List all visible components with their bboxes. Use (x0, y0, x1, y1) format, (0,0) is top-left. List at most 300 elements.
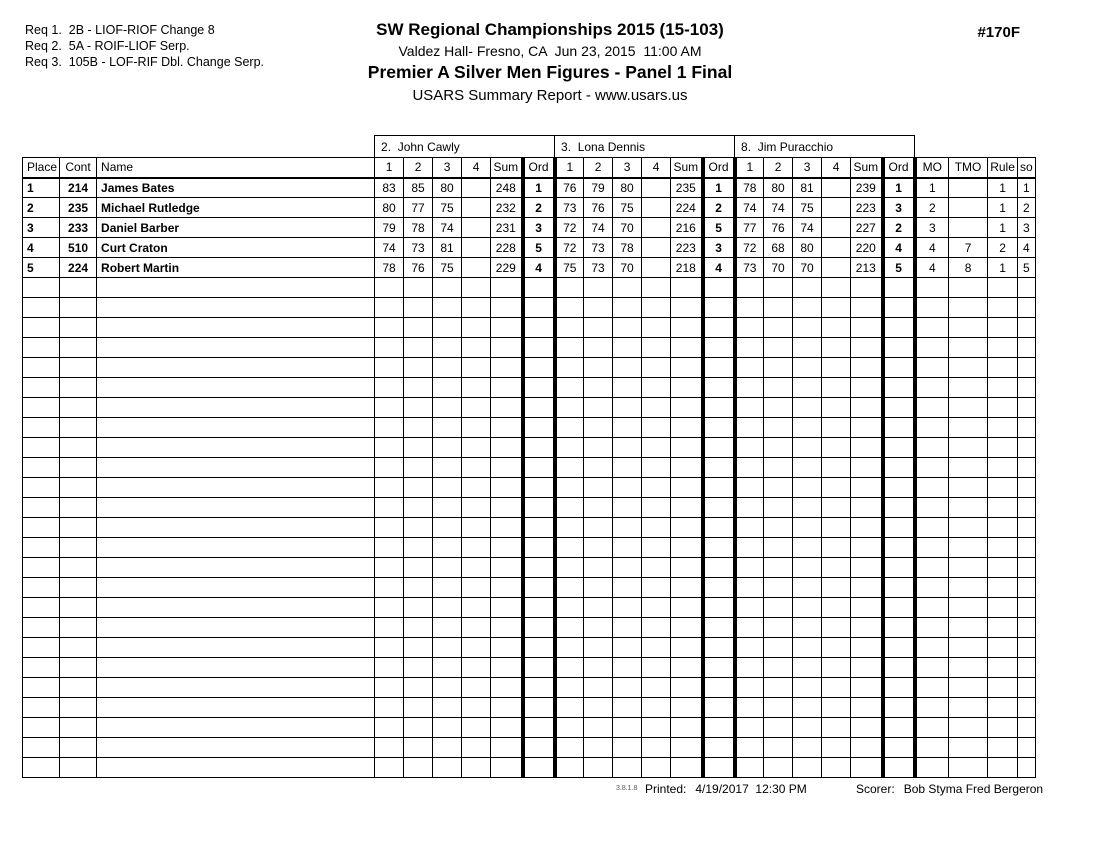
judge3-cell (793, 458, 822, 478)
judge2-cell (584, 518, 613, 538)
skater-name-cell (97, 698, 375, 718)
header-judge3-4: 4 (822, 158, 851, 178)
judge2-cell (642, 558, 671, 578)
rule-cell (988, 338, 1018, 358)
mo-cell (915, 618, 949, 638)
judge1-ord-cell: 2 (523, 198, 555, 218)
judge3-cell (851, 538, 883, 558)
scorer-label: Scorer: (856, 782, 895, 796)
tmo-cell (949, 678, 988, 698)
judge1-sum-cell: 229 (491, 258, 523, 278)
judge1-cell (404, 338, 433, 358)
judge1-cell (523, 398, 555, 418)
judge3-fig1-cell: 78 (735, 178, 764, 198)
judge3-cell (735, 458, 764, 478)
judge2-cell (703, 558, 735, 578)
judge2-cell (555, 738, 584, 758)
judge3-fig2-cell: 80 (764, 178, 793, 198)
judge2-ord-cell: 5 (703, 218, 735, 238)
judge2-cell (584, 498, 613, 518)
rule-cell: 1 (988, 178, 1018, 198)
so-cell: 5 (1018, 258, 1036, 278)
skater-name-cell (97, 638, 375, 658)
place-cell (23, 358, 60, 378)
judge1-cell (462, 398, 491, 418)
empty-row (23, 678, 1036, 698)
header-judge3-3: 3 (793, 158, 822, 178)
judge1-fig3-cell: 75 (433, 258, 462, 278)
judge3-cell (764, 498, 793, 518)
mo-cell: 2 (915, 198, 949, 218)
judge1-cell (491, 478, 523, 498)
judge2-cell (584, 618, 613, 638)
place-cell: 5 (23, 258, 60, 278)
judge2-cell (703, 698, 735, 718)
cont-cell (60, 638, 97, 658)
judge1-cell (462, 458, 491, 478)
tmo-cell (949, 458, 988, 478)
judge2-cell (555, 498, 584, 518)
cont-cell (60, 598, 97, 618)
judge-name-3: 8. Jim Puracchio (735, 136, 915, 158)
report-header (0, 20, 1100, 104)
judge2-cell (671, 378, 703, 398)
empty-row (23, 278, 1036, 298)
judge3-cell (735, 418, 764, 438)
judge1-fig3-cell: 81 (433, 238, 462, 258)
header-judge1-ord: Ord (523, 158, 555, 178)
judge3-fig3-cell: 81 (793, 178, 822, 198)
judge2-cell (671, 638, 703, 658)
judge1-fig3-cell: 75 (433, 198, 462, 218)
judge2-cell (642, 458, 671, 478)
requirement-line: Req 3. 105B - LOF-RIF Dbl. Change Serp. (25, 55, 264, 69)
result-row (23, 258, 1036, 278)
judge3-cell (735, 618, 764, 638)
judge1-sum-cell: 231 (491, 218, 523, 238)
judge3-cell (735, 658, 764, 678)
judge2-fig1-cell: 72 (555, 238, 584, 258)
judge3-cell (883, 458, 915, 478)
judge3-fig4-cell (822, 258, 851, 278)
rule-cell (988, 638, 1018, 658)
judge1-cell (462, 298, 491, 318)
skater-name-cell: Daniel Barber (97, 218, 375, 238)
judge3-fig2-cell: 68 (764, 238, 793, 258)
judge3-cell (851, 458, 883, 478)
skater-name-cell: Robert Martin (97, 258, 375, 278)
judge2-cell (613, 478, 642, 498)
judge1-cell (404, 658, 433, 678)
judge3-cell (764, 758, 793, 778)
judge2-cell (613, 618, 642, 638)
judge2-cell (584, 638, 613, 658)
judge3-cell (793, 658, 822, 678)
judge2-cell (671, 498, 703, 518)
place-cell: 4 (23, 238, 60, 258)
judge2-cell (584, 438, 613, 458)
judge1-cell (462, 478, 491, 498)
cont-cell (60, 738, 97, 758)
so-cell (1018, 538, 1036, 558)
judge1-cell (433, 318, 462, 338)
judge1-cell (433, 658, 462, 678)
skater-name-cell (97, 738, 375, 758)
judge2-cell (584, 378, 613, 398)
tmo-cell (949, 658, 988, 678)
empty-row (23, 738, 1036, 758)
judge3-cell (822, 598, 851, 618)
judge2-fig3-cell: 75 (613, 198, 642, 218)
judge3-cell (735, 478, 764, 498)
place-cell (23, 438, 60, 458)
cont-cell: 510 (60, 238, 97, 258)
skater-name-cell (97, 558, 375, 578)
judge2-fig3-cell: 78 (613, 238, 642, 258)
so-cell (1018, 458, 1036, 478)
judge1-cell (462, 538, 491, 558)
judge1-cell (462, 578, 491, 598)
judge1-fig1-cell: 79 (375, 218, 404, 238)
judge2-cell (642, 418, 671, 438)
judge2-cell (671, 478, 703, 498)
so-cell (1018, 498, 1036, 518)
judge1-cell (404, 718, 433, 738)
judge3-cell (851, 298, 883, 318)
judge2-cell (613, 498, 642, 518)
judge1-fig1-cell: 78 (375, 258, 404, 278)
judge3-cell (764, 398, 793, 418)
judge3-cell (793, 738, 822, 758)
judge2-cell (613, 558, 642, 578)
judge2-cell (703, 738, 735, 758)
judge1-cell (375, 478, 404, 498)
judge3-cell (822, 738, 851, 758)
judge3-fig3-cell: 75 (793, 198, 822, 218)
header-judge2-sum: Sum (671, 158, 703, 178)
judge3-cell (764, 438, 793, 458)
judge1-cell (491, 318, 523, 338)
judge2-fig3-cell: 80 (613, 178, 642, 198)
judge1-cell (375, 438, 404, 458)
judge2-fig1-cell: 75 (555, 258, 584, 278)
judge1-cell (433, 358, 462, 378)
judge1-cell (523, 678, 555, 698)
judge1-cell (375, 298, 404, 318)
judge2-cell (555, 398, 584, 418)
judge1-cell (491, 458, 523, 478)
judge3-cell (822, 338, 851, 358)
judge1-cell (523, 518, 555, 538)
rule-cell: 1 (988, 198, 1018, 218)
judge3-cell (793, 698, 822, 718)
judge1-fig2-cell: 76 (404, 258, 433, 278)
judge2-cell (671, 538, 703, 558)
empty-row (23, 718, 1036, 738)
so-cell (1018, 698, 1036, 718)
judge2-cell (703, 638, 735, 658)
judge3-cell (851, 738, 883, 758)
skater-name-cell: Michael Rutledge (97, 198, 375, 218)
skater-name-cell (97, 718, 375, 738)
judge2-cell (703, 458, 735, 478)
judge3-cell (764, 738, 793, 758)
judge3-cell (851, 618, 883, 638)
place-cell: 3 (23, 218, 60, 238)
so-cell (1018, 318, 1036, 338)
judge3-cell (883, 758, 915, 778)
judge1-cell (404, 298, 433, 318)
judge3-cell (735, 578, 764, 598)
judge2-fig4-cell (642, 258, 671, 278)
judge3-cell (822, 278, 851, 298)
judge3-cell (793, 478, 822, 498)
rule-cell (988, 298, 1018, 318)
mo-cell (915, 438, 949, 458)
place-cell (23, 718, 60, 738)
judge1-cell (462, 418, 491, 438)
judge3-cell (764, 718, 793, 738)
judge2-cell (703, 278, 735, 298)
judge2-cell (703, 578, 735, 598)
rule-cell (988, 518, 1018, 538)
empty-row (23, 458, 1036, 478)
judge1-ord-cell: 1 (523, 178, 555, 198)
judge3-cell (822, 458, 851, 478)
judge2-cell (555, 618, 584, 638)
judge2-cell (671, 678, 703, 698)
judge2-cell (642, 658, 671, 678)
so-cell (1018, 518, 1036, 538)
judge3-cell (735, 638, 764, 658)
header-judge2-2: 2 (584, 158, 613, 178)
judge3-fig4-cell (822, 178, 851, 198)
judge1-ord-cell: 4 (523, 258, 555, 278)
judge1-cell (491, 438, 523, 458)
cont-cell: 224 (60, 258, 97, 278)
so-cell (1018, 278, 1036, 298)
tmo-cell (949, 358, 988, 378)
judge2-cell (555, 698, 584, 718)
judge3-cell (793, 578, 822, 598)
so-cell (1018, 558, 1036, 578)
judge1-fig2-cell: 77 (404, 198, 433, 218)
cont-cell (60, 758, 97, 778)
judge2-cell (555, 278, 584, 298)
judge2-cell (613, 738, 642, 758)
tmo-cell (949, 538, 988, 558)
place-cell (23, 278, 60, 298)
judge1-fig3-cell: 80 (433, 178, 462, 198)
skater-name-cell (97, 518, 375, 538)
judge3-cell (851, 478, 883, 498)
judge1-cell (404, 358, 433, 378)
tmo-cell: 7 (949, 238, 988, 258)
judge2-cell (584, 298, 613, 318)
judge1-cell (404, 618, 433, 638)
empty-row (23, 758, 1036, 778)
judge2-cell (613, 318, 642, 338)
judge2-cell (642, 438, 671, 458)
judge1-cell (404, 378, 433, 398)
mo-cell (915, 678, 949, 698)
empty-row (23, 558, 1036, 578)
judge1-cell (462, 658, 491, 678)
venue-date-line: Valdez Hall- Fresno, CA Jun 23, 2015 11:00 AM (398, 43, 702, 59)
cont-cell: 233 (60, 218, 97, 238)
judge1-fig2-cell: 78 (404, 218, 433, 238)
judge2-cell (613, 538, 642, 558)
judge1-sum-cell: 232 (491, 198, 523, 218)
judge1-cell (523, 418, 555, 438)
judge3-cell (883, 638, 915, 658)
judge3-cell (764, 638, 793, 658)
skater-name-cell (97, 658, 375, 678)
cont-cell (60, 378, 97, 398)
judge3-cell (735, 338, 764, 358)
judge2-fig3-cell: 70 (613, 218, 642, 238)
place-cell (23, 738, 60, 758)
results-table-body (23, 178, 1036, 778)
judge1-cell (491, 358, 523, 378)
judge2-cell (555, 458, 584, 478)
judge2-cell (613, 278, 642, 298)
judge2-cell (671, 438, 703, 458)
judge1-cell (523, 318, 555, 338)
judge3-cell (851, 358, 883, 378)
place-cell (23, 318, 60, 338)
mo-cell (915, 498, 949, 518)
mo-cell (915, 278, 949, 298)
judge1-cell (433, 578, 462, 598)
mo-cell (915, 418, 949, 438)
judge1-cell (375, 658, 404, 678)
cont-cell (60, 538, 97, 558)
judge1-cell (433, 618, 462, 638)
judge1-cell (404, 458, 433, 478)
judge3-fig3-cell: 74 (793, 218, 822, 238)
judge3-fig1-cell: 77 (735, 218, 764, 238)
judge1-cell (375, 518, 404, 538)
place-cell (23, 338, 60, 358)
judge2-cell (555, 678, 584, 698)
rule-cell: 1 (988, 258, 1018, 278)
empty-row (23, 358, 1036, 378)
judge3-cell (793, 518, 822, 538)
header-judge3-ord: Ord (883, 158, 915, 178)
judge1-ord-cell: 3 (523, 218, 555, 238)
judge2-cell (703, 498, 735, 518)
judge3-fig2-cell: 76 (764, 218, 793, 238)
judge1-cell (433, 278, 462, 298)
judge2-cell (671, 398, 703, 418)
empty-row (23, 518, 1036, 538)
judge3-cell (822, 698, 851, 718)
judge3-cell (764, 298, 793, 318)
judge3-cell (764, 678, 793, 698)
mo-cell: 4 (915, 258, 949, 278)
judge2-cell (584, 398, 613, 418)
result-row (23, 218, 1036, 238)
judge2-cell (642, 718, 671, 738)
place-cell (23, 498, 60, 518)
judge2-cell (671, 338, 703, 358)
judge2-cell (584, 598, 613, 618)
judge2-cell (613, 398, 642, 418)
judge3-cell (735, 278, 764, 298)
judge2-cell (613, 338, 642, 358)
judge2-fig4-cell (642, 178, 671, 198)
judge3-cell (822, 318, 851, 338)
results-table-head (23, 136, 1036, 178)
judge1-cell (375, 598, 404, 618)
place-cell (23, 678, 60, 698)
cont-cell (60, 398, 97, 418)
judge3-fig1-cell: 73 (735, 258, 764, 278)
printed-value: 4/19/2017 12:30 PM (695, 782, 807, 796)
judge1-cell (375, 618, 404, 638)
judge1-cell (375, 318, 404, 338)
judge2-cell (671, 458, 703, 478)
header-judge3-2: 2 (764, 158, 793, 178)
tmo-cell (949, 398, 988, 418)
judge3-sum-cell: 239 (851, 178, 883, 198)
skater-name-cell (97, 378, 375, 398)
judge1-cell (491, 698, 523, 718)
empty-row (23, 658, 1036, 678)
judge3-cell (793, 638, 822, 658)
judge1-cell (491, 598, 523, 618)
mo-cell (915, 558, 949, 578)
judge2-sum-cell: 223 (671, 238, 703, 258)
judge1-cell (462, 498, 491, 518)
judge3-fig4-cell (822, 198, 851, 218)
judge2-cell (613, 298, 642, 318)
place-cell (23, 658, 60, 678)
judge1-cell (375, 758, 404, 778)
judge1-cell (433, 598, 462, 618)
judge2-fig2-cell: 73 (584, 238, 613, 258)
software-version: 3.8.1.8 (616, 785, 638, 792)
judge3-cell (851, 378, 883, 398)
judge2-sum-cell: 224 (671, 198, 703, 218)
cont-cell (60, 658, 97, 678)
judge1-cell (404, 438, 433, 458)
judge3-cell (822, 678, 851, 698)
judge2-cell (642, 538, 671, 558)
judge2-cell (584, 718, 613, 738)
judge3-cell (883, 698, 915, 718)
judge2-cell (642, 578, 671, 598)
judge2-cell (671, 618, 703, 638)
judge2-cell (642, 758, 671, 778)
judge2-cell (703, 518, 735, 538)
judge3-cell (793, 398, 822, 418)
judge2-cell (642, 358, 671, 378)
rule-cell (988, 438, 1018, 458)
judge3-cell (851, 418, 883, 438)
mo-cell (915, 538, 949, 558)
judge1-fig1-cell: 83 (375, 178, 404, 198)
empty-row (23, 318, 1036, 338)
judge3-cell (764, 598, 793, 618)
judge2-ord-cell: 4 (703, 258, 735, 278)
judge3-cell (735, 518, 764, 538)
mo-cell (915, 478, 949, 498)
judge3-sum-cell: 227 (851, 218, 883, 238)
judge1-cell (375, 418, 404, 438)
judge3-cell (793, 418, 822, 438)
